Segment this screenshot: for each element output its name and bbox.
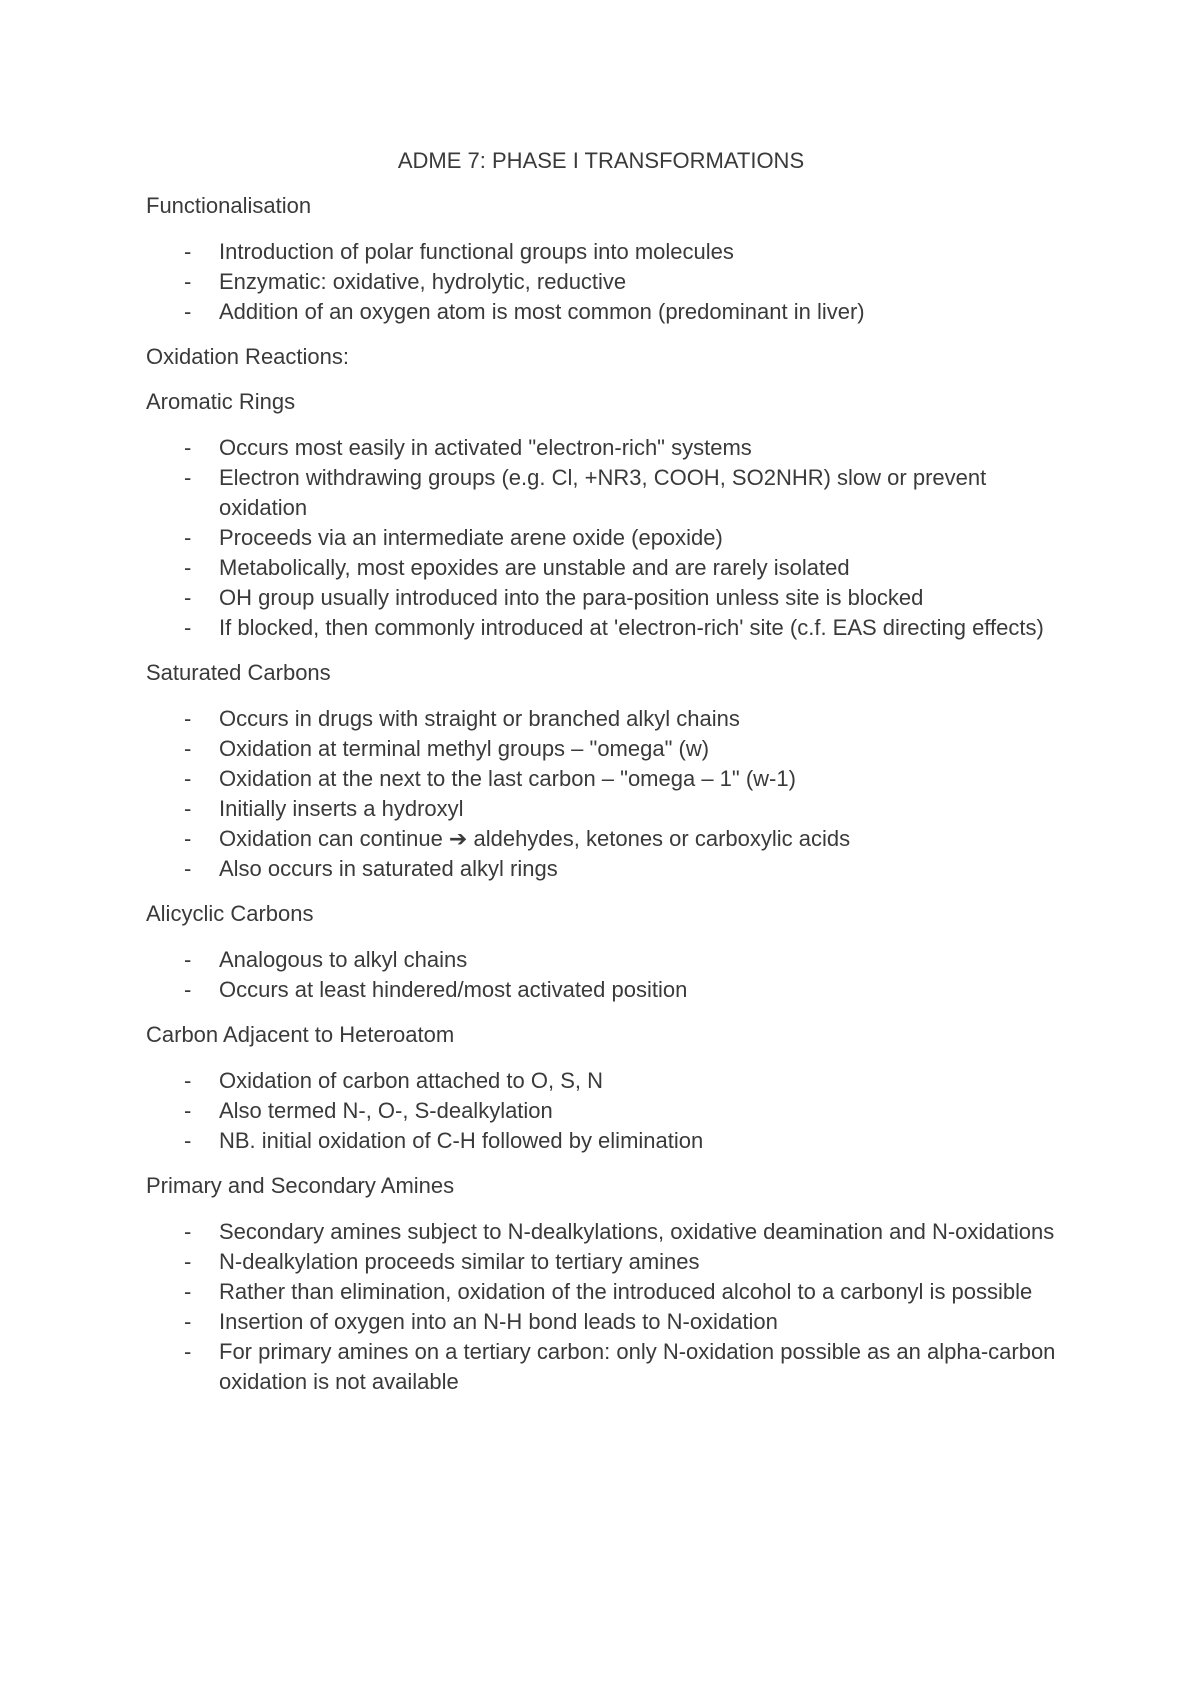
dash-bullet: - <box>184 977 192 1002</box>
list-item <box>146 1277 1076 1307</box>
dash-bullet: - <box>184 465 192 490</box>
list-item-text: Analogous to alkyl chains <box>219 947 468 972</box>
dash-bullet: - <box>184 766 192 791</box>
list-item <box>146 704 1076 734</box>
dash-bullet: - <box>184 706 192 731</box>
dash-bullet: - <box>184 585 192 610</box>
list-item <box>146 854 1076 884</box>
list-item-text: N-dealkylation proceeds similar to tertiary amines <box>219 1249 700 1274</box>
dash-bullet: - <box>184 736 192 761</box>
dash-bullet: - <box>184 947 192 972</box>
list-item-text: Electron withdrawing groups (e.g. Cl, +NR3, COOH, SO2NHR) slow or prevent oxidation <box>219 465 987 520</box>
dash-bullet: - <box>184 555 192 580</box>
list-item <box>146 1247 1076 1277</box>
list-item-text: Rather than elimination, oxidation of the introduced alcohol to a carbonyl is possible <box>219 1279 1033 1304</box>
list-item-text: Insertion of oxygen into an N-H bond leads to N-oxidation <box>219 1309 778 1334</box>
list-item-text: For primary amines on a tertiary carbon: only N-oxidation possible as an alpha-carbon oxidation is not available <box>219 1339 1056 1394</box>
list-item <box>146 523 1076 553</box>
list-item <box>146 237 1076 267</box>
list-item <box>146 613 1076 643</box>
heading-saturated-carbons: Saturated Carbons <box>146 660 331 685</box>
list-item <box>146 975 1076 1005</box>
list-functionalisation <box>146 237 1076 327</box>
list-item <box>146 553 1076 583</box>
list-item <box>146 824 1076 854</box>
list-aromatic-rings <box>146 433 1076 643</box>
list-item <box>146 945 1076 975</box>
heading-primary-secondary-amines: Primary and Secondary Amines <box>146 1173 455 1198</box>
list-item <box>146 583 1076 613</box>
list-item <box>146 734 1076 764</box>
document-title: ADME 7: PHASE I TRANSFORMATIONS <box>397 148 805 173</box>
heading-carbon-adjacent-heteroatom: Carbon Adjacent to Heteroatom <box>146 1022 455 1047</box>
dash-bullet: - <box>184 1309 192 1334</box>
list-item-text: OH group usually introduced into the para-position unless site is blocked <box>219 585 924 610</box>
list-item-text: Proceeds via an intermediate arene oxide (epoxide) <box>219 525 723 550</box>
dash-bullet: - <box>184 1068 192 1093</box>
list-primary-secondary-amines <box>146 1217 1076 1397</box>
list-item-text: Oxidation of carbon attached to O, S, N <box>219 1068 603 1093</box>
list-item <box>146 297 1076 327</box>
list-item-text: Addition of an oxygen atom is most common (predominant in liver) <box>219 299 865 324</box>
dash-bullet: - <box>184 1098 192 1123</box>
list-item-text: Enzymatic: oxidative, hydrolytic, reductive <box>219 269 627 294</box>
dash-bullet: - <box>184 1249 192 1274</box>
list-item-text: Oxidation at the next to the last carbon – "omega – 1" (w-1) <box>219 766 796 791</box>
list-item-text: NB. initial oxidation of C-H followed by elimination <box>219 1128 704 1153</box>
dash-bullet: - <box>184 1128 192 1153</box>
dash-bullet: - <box>184 435 192 460</box>
list-item <box>146 764 1076 794</box>
list-item <box>146 1217 1076 1247</box>
list-item-text: Occurs in drugs with straight or branched alkyl chains <box>219 706 740 731</box>
list-item <box>146 1337 1076 1397</box>
list-item-text: Metabolically, most epoxides are unstable and are rarely isolated <box>219 555 850 580</box>
list-item <box>146 1307 1076 1337</box>
dash-bullet: - <box>184 826 192 851</box>
list-item-text: Occurs at least hindered/most activated position <box>219 977 688 1002</box>
list-item <box>146 433 1076 463</box>
dash-bullet: - <box>184 856 192 881</box>
list-alicyclic-carbons <box>146 945 1076 1005</box>
list-item-text: Initially inserts a hydroxyl <box>219 796 464 821</box>
list-saturated-carbons <box>146 704 1076 884</box>
dash-bullet: - <box>184 239 192 264</box>
list-item <box>146 463 1076 523</box>
dash-bullet: - <box>184 299 192 324</box>
list-item-text: Occurs most easily in activated "electron-rich" systems <box>219 435 752 460</box>
list-item-text: If blocked, then commonly introduced at 'electron-rich' site (c.f. EAS directing effects) <box>219 615 1044 640</box>
list-item <box>146 794 1076 824</box>
list-item <box>146 1096 1076 1126</box>
list-item-text: Also occurs in saturated alkyl rings <box>219 856 558 881</box>
list-item-text: Introduction of polar functional groups into molecules <box>219 239 734 264</box>
dash-bullet: - <box>184 1279 192 1304</box>
dash-bullet: - <box>184 615 192 640</box>
dash-bullet: - <box>184 525 192 550</box>
list-item-text: Oxidation can continue ➔ aldehydes, ketones or carboxylic acids <box>219 826 851 851</box>
list-item-text: Secondary amines subject to N-dealkylations, oxidative deamination and N-oxidations <box>219 1219 1055 1244</box>
list-item <box>146 267 1076 297</box>
list-item <box>146 1126 1076 1156</box>
heading-functionalisation: Functionalisation <box>146 193 312 218</box>
document-content <box>146 146 1076 1412</box>
dash-bullet: - <box>184 1219 192 1244</box>
list-item-text: Oxidation at terminal methyl groups – "omega" (w) <box>219 736 710 761</box>
heading-aromatic-rings: Aromatic Rings <box>146 389 296 414</box>
list-item <box>146 1066 1076 1096</box>
heading-oxidation-reactions: Oxidation Reactions: <box>146 344 349 369</box>
dash-bullet: - <box>184 269 192 294</box>
list-item-text: Also termed N-, O-, S-dealkylation <box>219 1098 553 1123</box>
dash-bullet: - <box>184 1339 192 1364</box>
list-carbon-adjacent-heteroatom <box>146 1066 1076 1156</box>
heading-alicyclic-carbons: Alicyclic Carbons <box>146 901 314 926</box>
dash-bullet: - <box>184 796 192 821</box>
